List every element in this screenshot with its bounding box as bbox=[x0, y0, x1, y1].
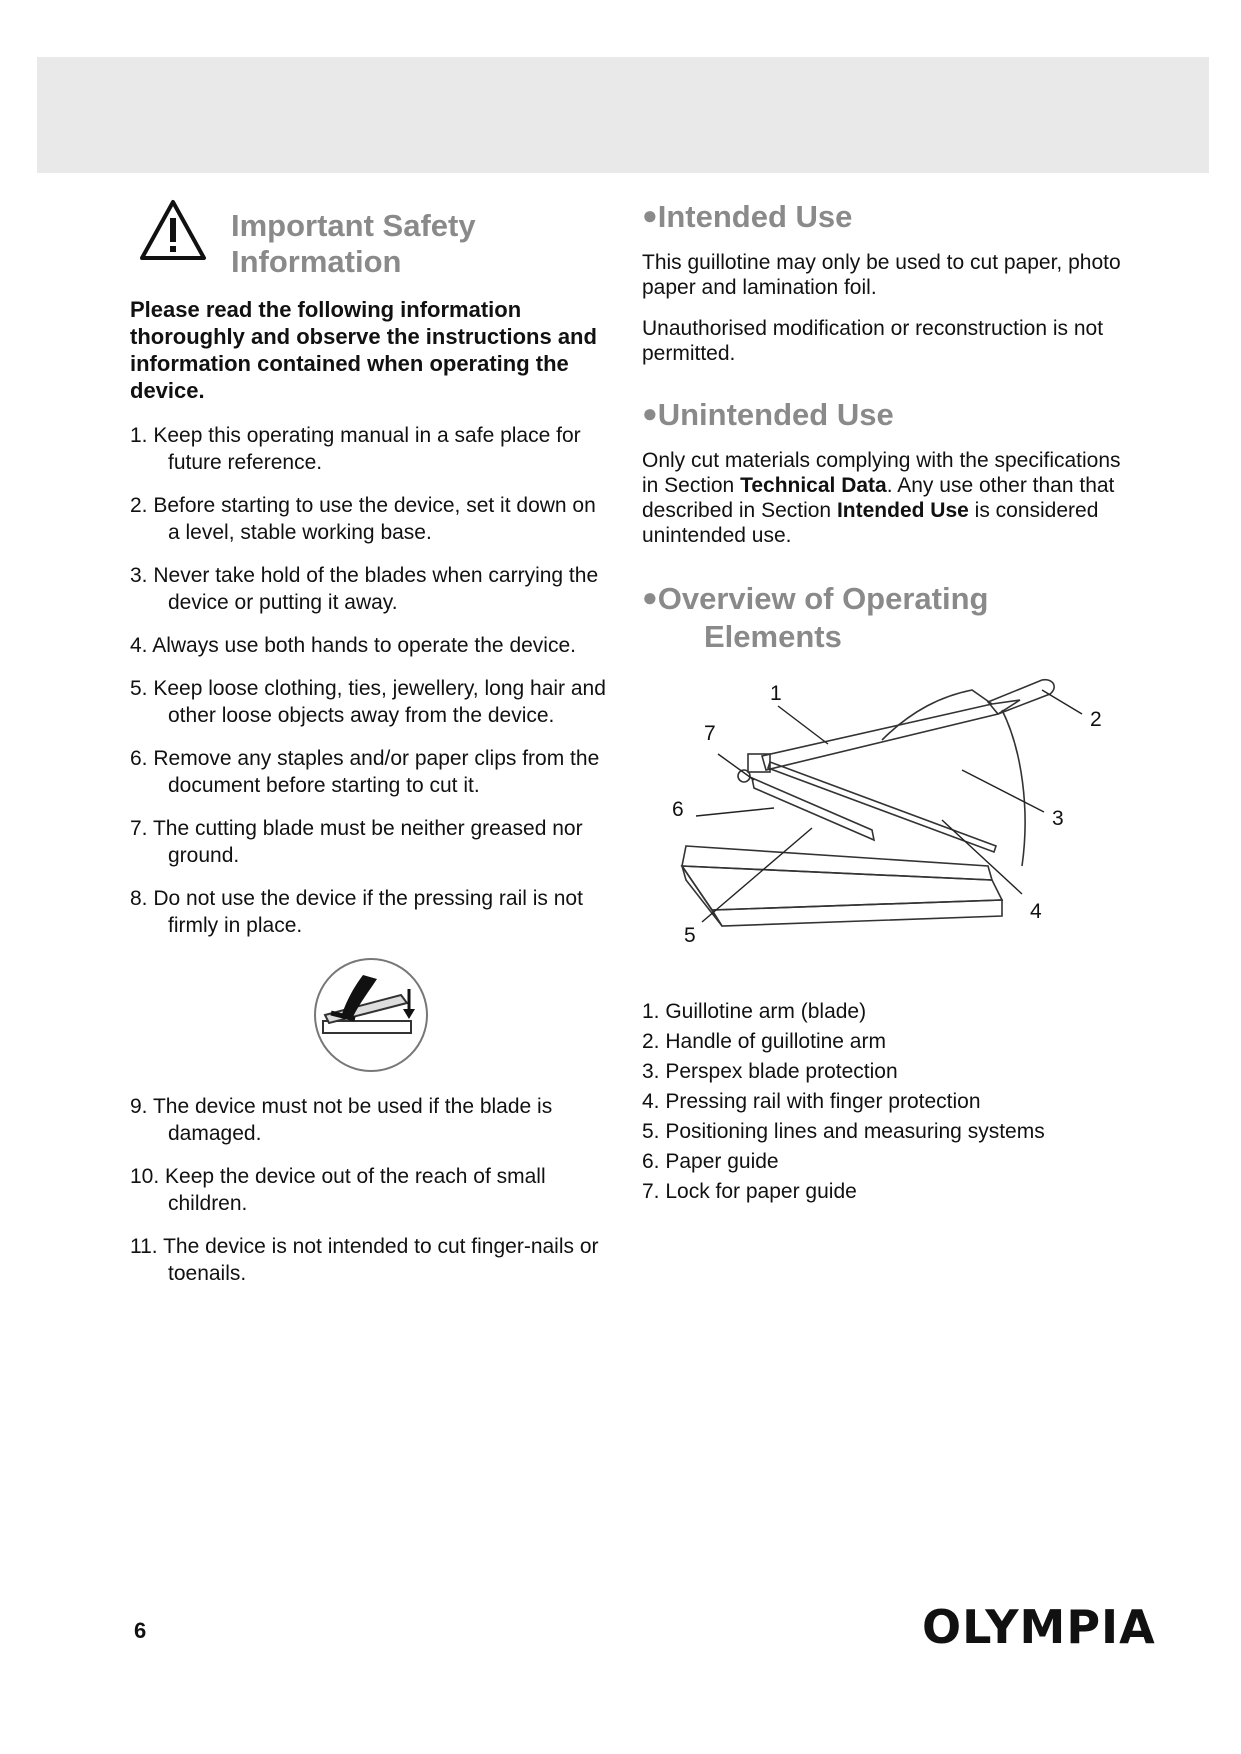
item-text: The device is not intended to cut finger-nails or toenails. bbox=[163, 1235, 599, 1285]
safety-list-item bbox=[130, 1233, 612, 1287]
safety-list-item bbox=[130, 422, 612, 476]
unintended-use-title bbox=[642, 394, 1122, 434]
safety-list-item bbox=[130, 885, 612, 939]
bullet-icon: ● bbox=[642, 582, 658, 612]
left-column bbox=[130, 196, 612, 1303]
item-number: 2. bbox=[130, 494, 148, 517]
item-number: 4. bbox=[130, 634, 148, 657]
item-number: 10. bbox=[130, 1165, 160, 1188]
item-text: Do not use the device if the pressing rail is not firmly in place. bbox=[153, 887, 583, 937]
safety-list-item bbox=[130, 745, 612, 799]
safety-heading bbox=[130, 196, 612, 284]
callout-1: 1 bbox=[770, 682, 782, 705]
blade-handling-illustration bbox=[311, 955, 431, 1075]
technical-data-reference: Technical Data bbox=[740, 474, 887, 497]
safety-list-part2 bbox=[130, 1093, 612, 1287]
callout-4: 4 bbox=[1030, 900, 1042, 923]
right-column bbox=[642, 196, 1122, 1208]
overview-title bbox=[642, 578, 1122, 656]
intended-use-title bbox=[642, 196, 1122, 236]
bullet-icon: ● bbox=[642, 398, 658, 428]
part-item: 5. Positioning lines and measuring systems bbox=[642, 1120, 1045, 1143]
safety-list-item bbox=[130, 562, 612, 616]
item-text: Keep this operating manual in a safe place for future reference. bbox=[153, 424, 581, 474]
item-text: The device must not be used if the blade is damaged. bbox=[152, 1095, 553, 1145]
unintended-use-title-text: Unintended Use bbox=[657, 397, 894, 432]
item-number: 1. bbox=[130, 424, 148, 447]
item-number: 8. bbox=[130, 887, 148, 910]
item-text: Keep loose clothing, ties, jewellery, long hair and other loose objects away from the device. bbox=[153, 677, 606, 727]
item-text: Remove any staples and/or paper clips from the document before starting to cut it. bbox=[153, 747, 600, 797]
item-number: 6. bbox=[130, 747, 148, 770]
item-text: The cutting blade must be neither greased nor ground. bbox=[152, 817, 583, 867]
safety-list-item bbox=[130, 1163, 612, 1217]
item-number: 11. bbox=[130, 1235, 158, 1258]
safety-list-item bbox=[130, 492, 612, 546]
safety-intro: Please read the following information thoroughly and observe the instructions and information contained when operating the device. bbox=[130, 297, 597, 403]
part-item: 3. Perspex blade protection bbox=[642, 1060, 898, 1083]
warning-triangle-icon bbox=[138, 198, 208, 262]
callout-7: 7 bbox=[704, 722, 716, 745]
part-item: 4. Pressing rail with finger protection bbox=[642, 1090, 981, 1113]
safety-list-item bbox=[130, 675, 612, 729]
unintended-text-1: Only cut materials complying with the specifications in Section bbox=[642, 449, 1121, 497]
safety-list-item bbox=[130, 632, 612, 659]
safety-title-line2: Information bbox=[231, 244, 402, 279]
item-text: Keep the device out of the reach of small children. bbox=[165, 1165, 546, 1215]
safety-list-item bbox=[130, 815, 612, 869]
item-number: 7. bbox=[130, 817, 148, 840]
intended-use-reference: Intended Use bbox=[836, 499, 969, 522]
callout-6: 6 bbox=[672, 798, 684, 821]
part-item: 1. Guillotine arm (blade) bbox=[642, 1000, 867, 1023]
item-number: 3. bbox=[130, 564, 148, 587]
callout-3: 3 bbox=[1052, 807, 1064, 830]
unintended-text-2: . Any use other than that described in Section bbox=[642, 474, 1115, 522]
bullet-icon: ● bbox=[642, 200, 658, 230]
safety-title bbox=[231, 208, 611, 280]
header-band bbox=[37, 57, 1209, 173]
guillotine-arm bbox=[762, 700, 1020, 770]
item-number: 5. bbox=[130, 677, 148, 700]
safety-title-line1: Important Safety bbox=[231, 208, 476, 243]
safety-list-item bbox=[130, 1093, 612, 1147]
blade-protection bbox=[1002, 710, 1025, 866]
overview-title-line2: Elements bbox=[704, 619, 842, 654]
olympia-logo: OLYMPIA bbox=[922, 1600, 1156, 1654]
handle bbox=[988, 680, 1054, 714]
parts-list bbox=[642, 998, 1122, 1205]
item-number: 9. bbox=[130, 1095, 148, 1118]
item-text: Before starting to use the device, set it down on a level, stable working base. bbox=[153, 494, 596, 544]
item-text: Never take hold of the blades when carrying the device or putting it away. bbox=[153, 564, 599, 614]
intended-use-p1: This guillotine may only be used to cut paper, photo paper and lamination foil. bbox=[642, 251, 1121, 299]
intended-use-title-text: Intended Use bbox=[657, 199, 853, 234]
callout-2: 2 bbox=[1090, 708, 1102, 731]
item-text: Always use both hands to operate the device. bbox=[152, 634, 576, 657]
overview-title-line1: Overview of Operating bbox=[657, 581, 989, 616]
page-number: 6 bbox=[134, 1618, 147, 1643]
unintended-use-paragraph bbox=[642, 448, 1122, 548]
part-item: 6. Paper guide bbox=[642, 1150, 779, 1173]
safety-list-part1 bbox=[130, 422, 612, 939]
part-item: 7. Lock for paper guide bbox=[642, 1180, 857, 1203]
callout-5: 5 bbox=[684, 924, 696, 947]
unintended-text-3: is considered unintended use. bbox=[642, 499, 1099, 547]
guillotine-diagram bbox=[642, 670, 1122, 990]
part-item: 2. Handle of guillotine arm bbox=[642, 1030, 886, 1053]
intended-use-p2: Unauthorised modification or reconstruction is not permitted. bbox=[642, 317, 1104, 365]
